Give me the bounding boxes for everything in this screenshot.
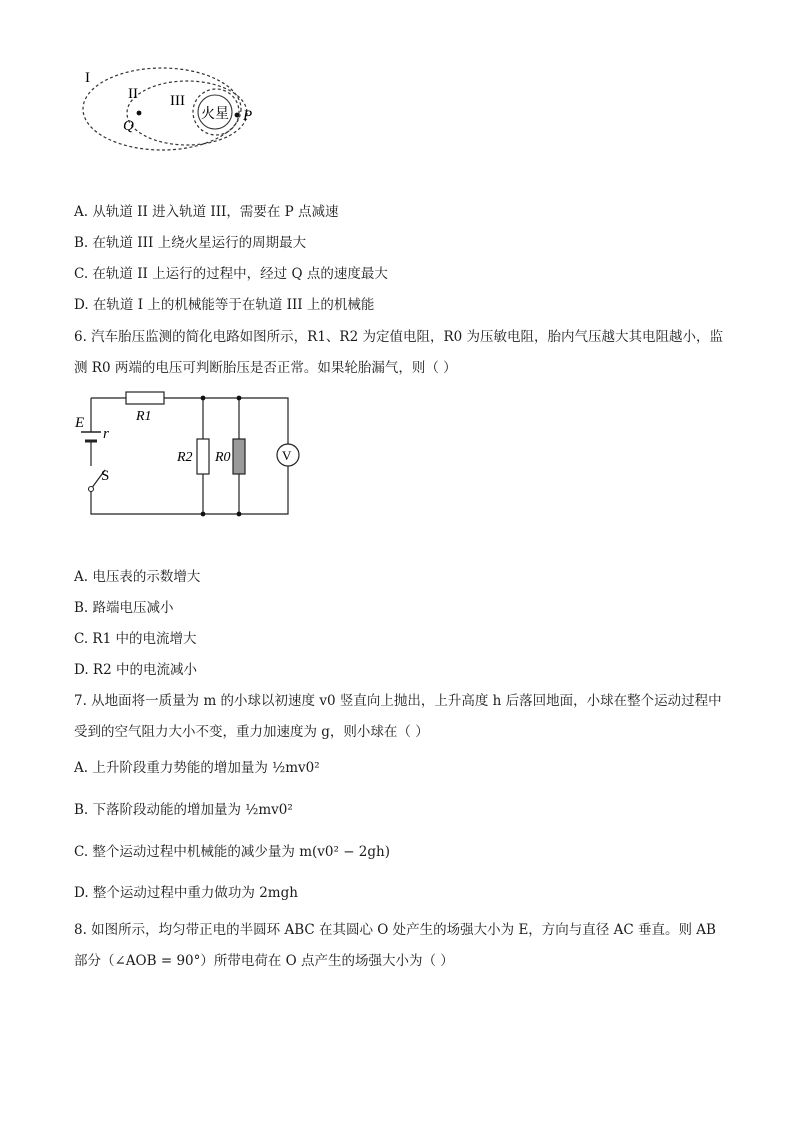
orbit-III-label: III	[170, 93, 185, 109]
switch-contact	[89, 487, 94, 492]
q7-stem-line1: 7. 从地面将一质量为 m 的小球以初速度 v0 竖直向上抛出，上升高度 h 后落回地面，小球在整个运动过程中	[74, 693, 722, 709]
voltmeter-label: V	[282, 448, 292, 463]
q7-option-a: A. 上升阶段重力势能的增加量为 ½mv0²	[74, 760, 320, 776]
q6-option-a: A. 电压表的示数增大	[74, 569, 201, 585]
R2-label: R2	[177, 450, 193, 465]
resistor-R0	[233, 439, 245, 474]
resistor-R2	[197, 439, 209, 474]
q8-stem-line1: 8. 如图所示，均匀带正电的半圆环 ABC 在其圆心 O 处产生的场强大小为 E，方向与直径 AC 垂直。则 AB	[74, 922, 716, 938]
R1-label: R1	[136, 409, 152, 424]
junction-dot	[237, 396, 242, 401]
circuit-diagram	[70, 386, 310, 521]
q5-option-c: C. 在轨道 II 上运行的过程中，经过 Q 点的速度最大	[74, 266, 388, 282]
junction-dot	[201, 512, 206, 517]
q6-option-d: D. R2 中的电流减小	[74, 662, 197, 678]
q6-option-b: B. 路端电压减小	[74, 600, 174, 616]
point-Q-dot	[137, 111, 142, 116]
internal-resistance-label: r	[103, 426, 109, 442]
junction-dot	[201, 396, 206, 401]
point-P-label: P	[243, 108, 253, 124]
planet-label: 火星	[201, 107, 229, 122]
q5-option-d: D. 在轨道 I 上的机械能等于在轨道 III 上的机械能	[74, 297, 375, 313]
q5-option-a: A. 从轨道 II 进入轨道 III，需要在 P 点减速	[74, 204, 339, 220]
q5-option-b: B. 在轨道 III 上绕火星运行的周期最大	[74, 235, 307, 251]
point-P-dot	[235, 113, 240, 118]
q6-stem-line2: 测 R0 两端的电压可判断胎压是否正常。如果轮胎漏气，则（ ）	[74, 360, 457, 376]
switch-label: S	[101, 468, 110, 484]
q7-option-b: B. 下落阶段动能的增加量为 ½mv0²	[74, 802, 293, 818]
q6-stem-line1: 6. 汽车胎压监测的简化电路如图所示，R1、R2 为定值电阻，R0 为压敏电阻，胎内气压越大其电阻越小，监	[74, 329, 724, 345]
junction-dot	[237, 512, 242, 517]
q7-option-d: D. 整个运动过程中重力做功为 2mgh	[74, 885, 298, 901]
q7-stem-line2: 受到的空气阻力大小不变，重力加速度为 g，则小球在（ ）	[74, 724, 429, 740]
q6-option-c: C. R1 中的电流增大	[74, 631, 197, 647]
orbit-diagram	[70, 60, 270, 160]
emf-label: E	[75, 415, 85, 431]
q7-option-c: C. 整个运动过程中机械能的减少量为 m(v0² − 2gh)	[74, 844, 391, 860]
q8-stem-line2: 部分（∠AOB = 90°）所带电荷在 O 点产生的场强大小为（ ）	[74, 953, 454, 969]
point-Q-label: Q	[123, 118, 134, 134]
orbit-I-label: I	[85, 70, 90, 86]
orbit-II-label: II	[128, 86, 138, 102]
resistor-R1	[126, 392, 164, 404]
R0-label: R0	[215, 450, 231, 465]
